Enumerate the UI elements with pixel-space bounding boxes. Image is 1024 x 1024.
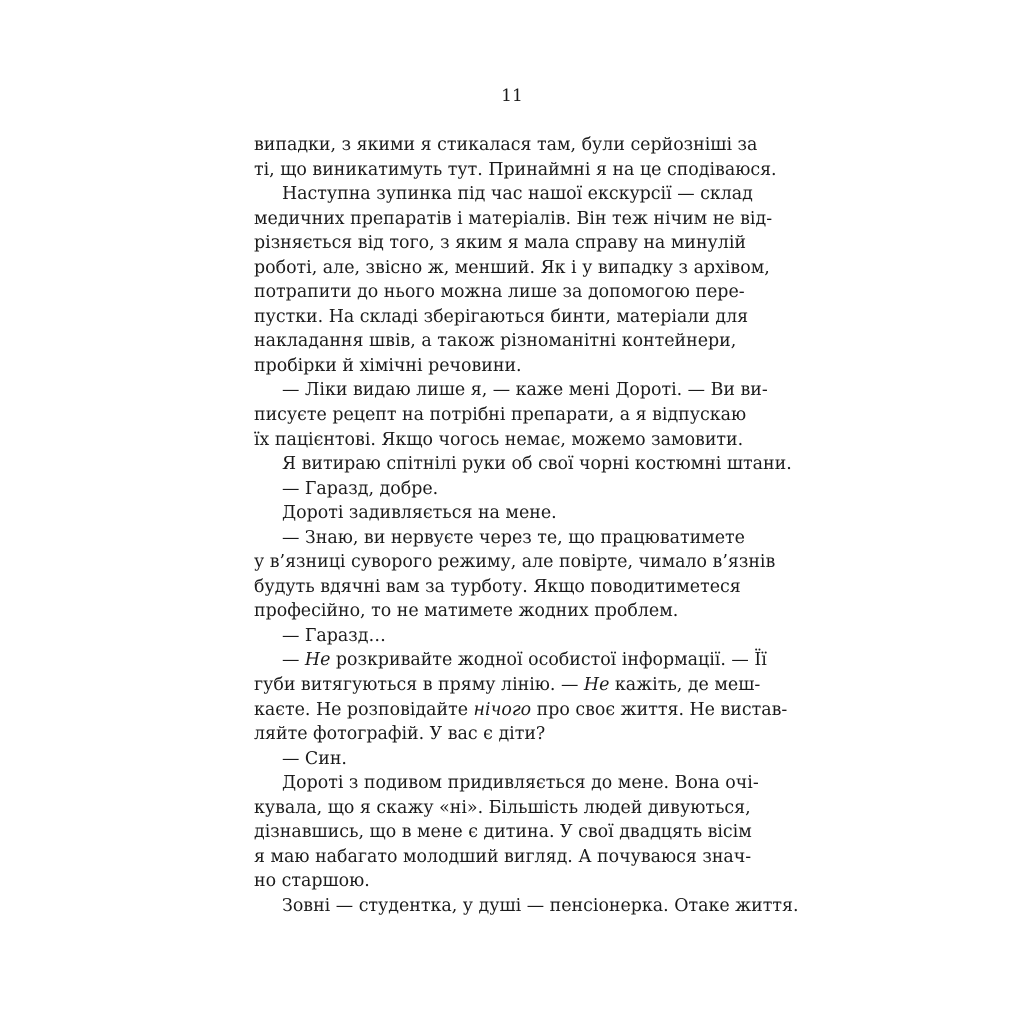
text-line: губи витягуються в пряму лінію. — Не кажіть, де меш- bbox=[254, 675, 761, 696]
text-line: но старшою. bbox=[254, 871, 370, 892]
text-line: будуть вдячні вам за турботу. Якщо поводитиметеся bbox=[254, 576, 741, 597]
text-line: випадки, з якими я стикалася там, були серйозніші за bbox=[254, 135, 758, 155]
text-line: дізнавшись, що в мене є дитина. У свої двадцять вісім bbox=[254, 822, 752, 843]
text-line: — Ліки видаю лише я, — каже мені Дороті. — Ви ви- bbox=[282, 380, 768, 401]
text-line: — Син. bbox=[282, 748, 347, 769]
text-line: їх пацієнтові. Якщо чогось немає, можемо замовити. bbox=[254, 429, 744, 450]
text-line: — Не розкривайте жодної особистої інформації. — Її bbox=[282, 650, 767, 671]
text-line: медичних препаратів і матеріалів. Він теж нічим не від- bbox=[254, 208, 773, 229]
text-line: різняється від того, з яким я мала справу на минулій bbox=[254, 233, 746, 254]
text-line: професійно, то не матимете жодних проблем. bbox=[254, 601, 679, 622]
text-line: накладання швів, а також різноманітні контейнери, bbox=[254, 331, 737, 352]
text-line: Я витираю спітнілі руки об свої чорні костюмні штани. bbox=[282, 454, 792, 475]
body-text bbox=[254, 133, 799, 919]
text-line: пробірки й хімічні речовини. bbox=[254, 355, 522, 376]
text-line: пустки. На складі зберігаються бинти, матеріали для bbox=[254, 306, 749, 327]
text-line: писуєте рецепт на потрібні препарати, а я відпускаю bbox=[254, 405, 747, 426]
text-line: Дороті з подивом придивляється до мене. Вона очі- bbox=[282, 773, 759, 794]
text-line: — Гаразд… bbox=[282, 625, 386, 646]
text-line: ляйте фотографій. У вас є діти? bbox=[254, 724, 546, 745]
page-number: 11 bbox=[501, 86, 523, 106]
text-line: — Знаю, ви нервуєте через те, що працюватимете bbox=[282, 527, 745, 548]
text-line: у в’язниці суворого режиму, але повірте, чимало в’язнів bbox=[254, 552, 776, 573]
text-line: я маю набагато молодший вигляд. А почуваюся знач- bbox=[254, 846, 752, 867]
text-line: Зовні — студентка, у душі — пенсіонерка. Отаке життя. bbox=[282, 895, 799, 916]
text-line: ті, що виникатимуть тут. Принаймні я на це сподіваюся. bbox=[254, 159, 777, 180]
text-line: Дороті задивляється на мене. bbox=[282, 503, 557, 524]
text-line: потрапити до нього можна лише за допомогою пере- bbox=[254, 282, 745, 303]
text-line: — Гаразд, добре. bbox=[282, 478, 439, 499]
text-line: роботі, але, звісно ж, менший. Як і у випадку з архівом, bbox=[254, 257, 770, 278]
text-line: каєте. Не розповідайте нічого про своє життя. Не вистав- bbox=[254, 699, 788, 720]
text-line: Наступна зупинка під час нашої екскурсії — склад bbox=[282, 184, 753, 205]
text-line: кувала, що я скажу «ні». Більшість людей дивуються, bbox=[254, 797, 751, 818]
